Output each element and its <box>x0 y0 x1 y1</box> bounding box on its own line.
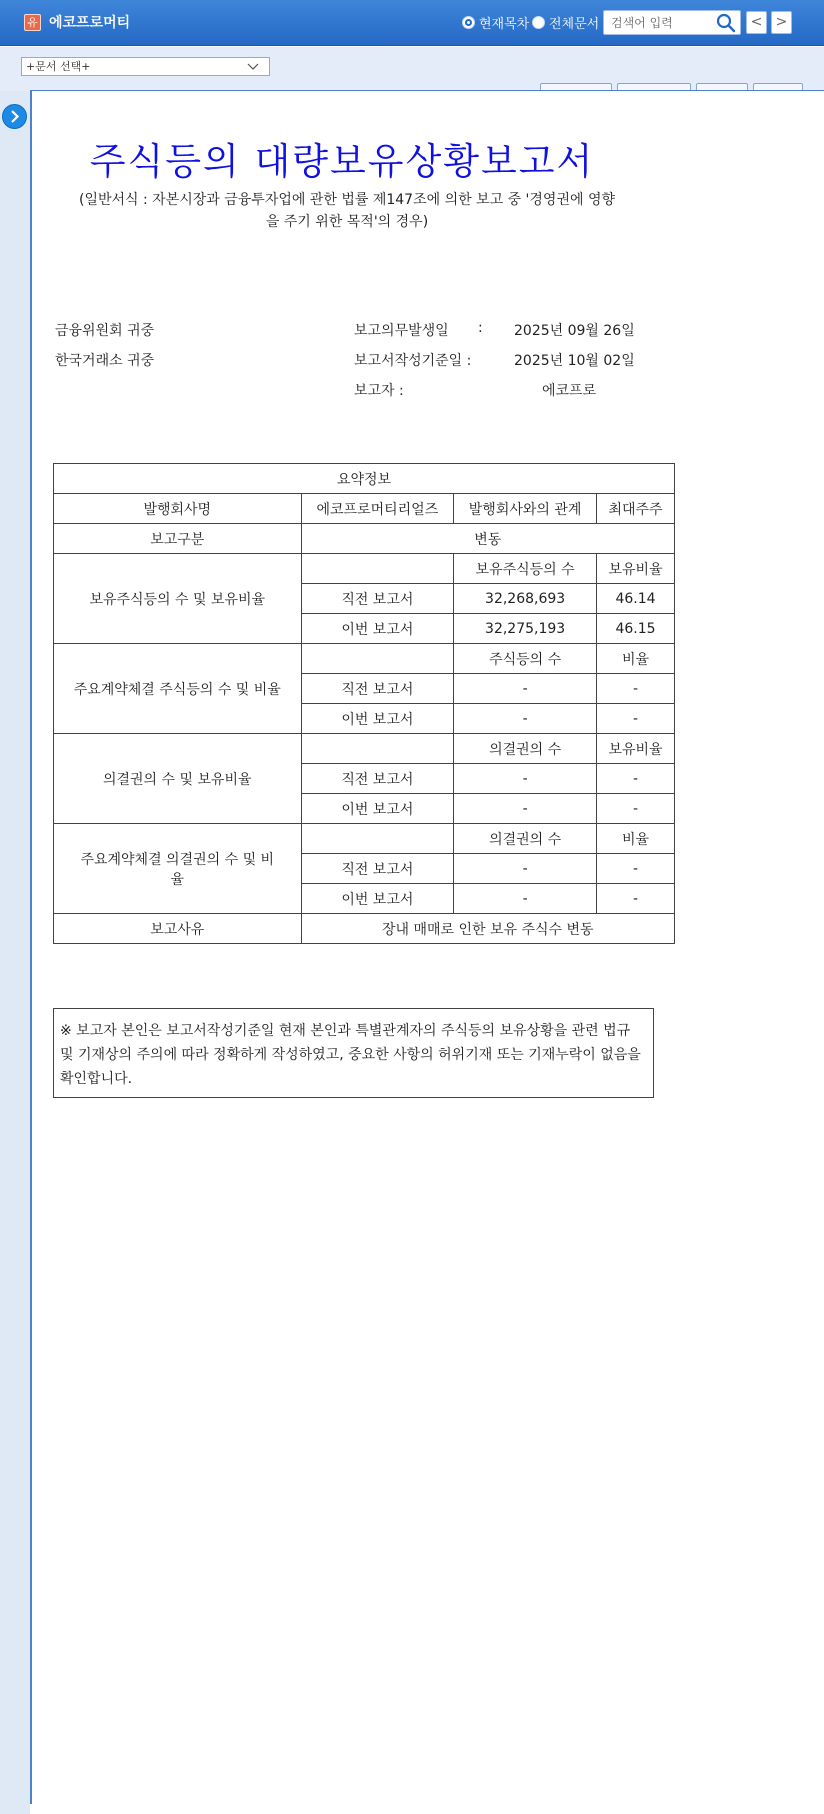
holdings-curr-label: 이번 보고서 <box>301 614 454 644</box>
reporter-value: 에코프로 <box>542 383 597 399</box>
holdings-prev-count: 32,268,693 <box>454 584 597 614</box>
reason-value: 장내 매매로 인한 보유 주식수 변동 <box>301 914 674 944</box>
contract-shares-col-count: 주식등의 수 <box>454 644 597 674</box>
table-cell-empty <box>301 824 454 854</box>
contract-voting-prev-count: - <box>454 854 597 884</box>
reason-label: 보고사유 <box>54 914 302 944</box>
table-cell-empty <box>301 644 454 674</box>
voting-rights-curr-label: 이번 보고서 <box>301 794 454 824</box>
voting-rights-curr-ratio: - <box>597 794 675 824</box>
expand-sidebar-button[interactable] <box>2 104 27 129</box>
table-row <box>54 464 675 494</box>
search-input[interactable] <box>604 11 716 34</box>
relation-value: 최대주주 <box>597 494 675 524</box>
addressee-fsc: 금융위원회 귀중 <box>55 323 155 339</box>
radio-all-docs-label: 전체문서 <box>549 17 600 32</box>
radio-current-toc[interactable] <box>462 13 529 32</box>
obligation-date-value: 2025년 09월 26일 <box>514 323 635 339</box>
document-select[interactable] <box>21 57 270 76</box>
contract-voting-curr-count: - <box>454 884 597 914</box>
voting-rights-prev-count: - <box>454 764 597 794</box>
contract-voting-curr-label: 이번 보고서 <box>301 884 454 914</box>
contract-shares-label: 주요계약체결 주식등의 수 및 비율 <box>54 644 302 734</box>
addressee-krx: 한국거래소 귀중 <box>55 353 155 369</box>
sub-toolbar <box>0 47 824 91</box>
summary-table <box>53 463 675 944</box>
holdings-prev-ratio: 46.14 <box>597 584 675 614</box>
search-icon[interactable] <box>716 13 736 33</box>
table-row <box>54 644 675 674</box>
base-date-label: 보고서작성기준일 : <box>354 353 472 369</box>
table-row <box>54 554 675 584</box>
report-type-value: 변동 <box>301 524 674 554</box>
contract-shares-curr-count: - <box>454 704 597 734</box>
contract-voting-prev-label: 직전 보고서 <box>301 854 454 884</box>
subtitle-line: 을 주기 위한 목적'의 경우) <box>265 214 429 230</box>
company-icon: 유 <box>24 14 41 31</box>
holdings-curr-ratio: 46.15 <box>597 614 675 644</box>
holdings-col-count: 보유주식등의 수 <box>454 554 597 584</box>
voting-rights-label: 의결권의 수 및 보유비율 <box>54 734 302 824</box>
table-cell-empty <box>301 554 454 584</box>
document-viewer <box>30 90 824 1804</box>
holdings-curr-count: 32,275,193 <box>454 614 597 644</box>
voting-rights-prev-ratio: - <box>597 764 675 794</box>
radio-all-docs[interactable] <box>532 13 599 32</box>
voting-rights-curr-count: - <box>454 794 597 824</box>
base-date-value: 2025년 10월 02일 <box>514 353 635 369</box>
table-row <box>54 524 675 554</box>
subtitle-line: (일반서식 : 자본시장과 금융투자업에 관한 법률 제147조에 의한 보고 중 '경영권에 영향 <box>79 192 615 208</box>
obligation-date-label: 보고의무발생일 <box>354 323 449 339</box>
table-row <box>54 734 675 764</box>
contract-shares-prev-count: - <box>454 674 597 704</box>
next-button[interactable]: > <box>771 11 792 34</box>
side-rail <box>0 91 30 1814</box>
contract-shares-curr-ratio: - <box>597 704 675 734</box>
voting-rights-col-ratio: 보유비율 <box>597 734 675 764</box>
report-type-label: 보고구분 <box>54 524 302 554</box>
table-row <box>54 914 675 944</box>
issuer-value: 에코프로머티리얼즈 <box>301 494 454 524</box>
voting-rights-prev-label: 직전 보고서 <box>301 764 454 794</box>
document-title: 주식등의 대량보유상황보고서 <box>89 140 595 183</box>
holdings-label: 보유주식등의 수 및 보유비율 <box>54 554 302 644</box>
table-row <box>54 824 675 854</box>
table-cell-empty <box>301 734 454 764</box>
radio-current-toc-label: 현재목차 <box>479 17 530 32</box>
summary-title: 요약정보 <box>54 464 675 494</box>
prev-button[interactable]: < <box>746 11 767 34</box>
contract-shares-prev-label: 직전 보고서 <box>301 674 454 704</box>
document-subtitle <box>52 189 642 233</box>
chevron-down-icon <box>247 60 259 72</box>
issuer-label: 발행회사명 <box>54 494 302 524</box>
document-select-value: +문서 선택+ <box>26 60 91 73</box>
contract-shares-prev-ratio: - <box>597 674 675 704</box>
radio-checked-icon[interactable] <box>462 16 475 29</box>
confirmation-notice: ※ 보고자 본인은 보고서작성기준일 현재 본인과 특별관계자의 주식등의 보유상황을 관련 법규 및 기재상의 주의에 따라 정확하게 작성하였고, 중요한 사항의 허위기재 또는 기재누락이 없음을 확인합니다. <box>53 1008 654 1098</box>
table-row <box>54 494 675 524</box>
radio-unchecked-icon[interactable] <box>532 16 545 29</box>
holdings-prev-label: 직전 보고서 <box>301 584 454 614</box>
relation-label: 발행회사와의 관계 <box>454 494 597 524</box>
contract-voting-prev-ratio: - <box>597 854 675 884</box>
chevron-right-icon <box>3 105 26 128</box>
obligation-date-colon: : <box>478 320 483 336</box>
top-bar <box>0 0 824 46</box>
voting-rights-col-count: 의결권의 수 <box>454 734 597 764</box>
contract-voting-curr-ratio: - <box>597 884 675 914</box>
contract-shares-curr-label: 이번 보고서 <box>301 704 454 734</box>
company-name[interactable]: 에코프로머티 <box>49 15 131 31</box>
contract-voting-label: 주요계약체결 의결권의 수 및 비율 <box>54 824 302 914</box>
contract-shares-col-ratio: 비율 <box>597 644 675 674</box>
contract-voting-col-count: 의결권의 수 <box>454 824 597 854</box>
search-box <box>603 10 741 35</box>
contract-voting-col-ratio: 비율 <box>597 824 675 854</box>
holdings-col-ratio: 보유비율 <box>597 554 675 584</box>
reporter-label: 보고자 : <box>354 383 404 399</box>
